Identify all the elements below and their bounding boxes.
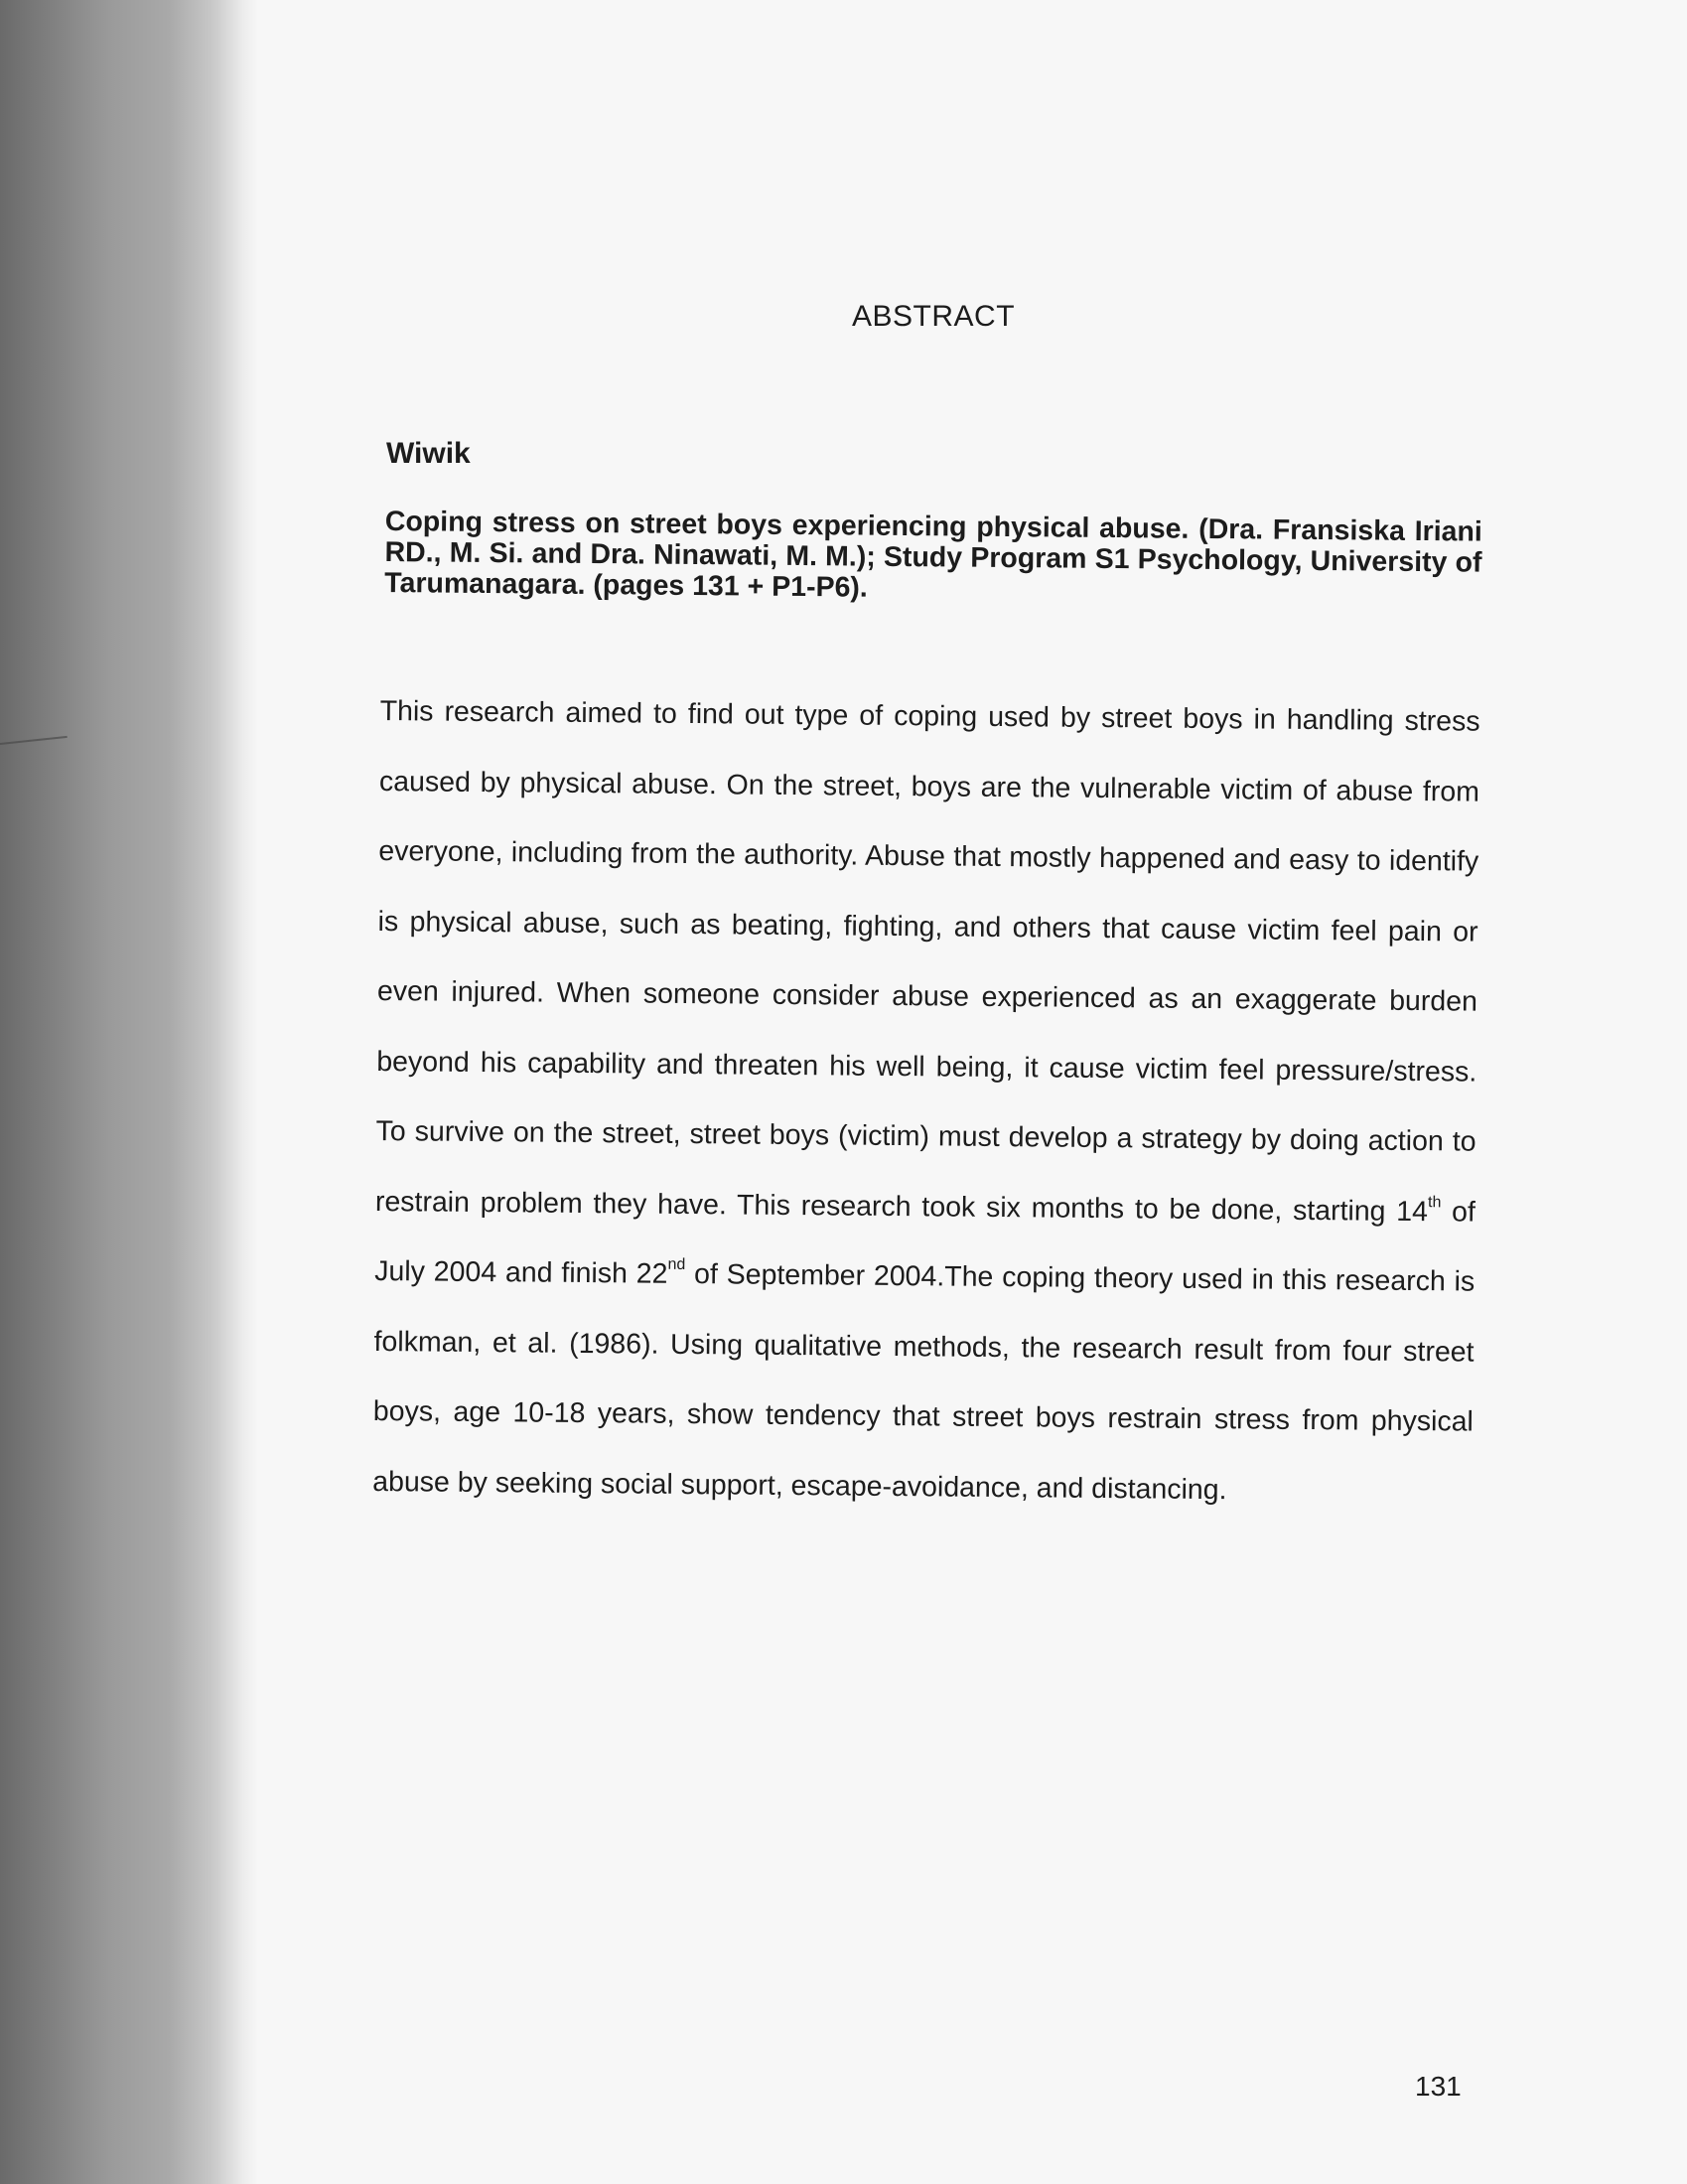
ordinal-suffix-th: th bbox=[1427, 1193, 1442, 1211]
page-number: 131 bbox=[1415, 2071, 1462, 2102]
author-name: Wiwik bbox=[386, 437, 471, 470]
abstract-text-part-1: This research aimed to find out type of coping used by street boys in handling stress caused by physical abuse. On the street, boys are the vulnerable victim of abuse from everyone, including from the authority. Abuse that mostly happened and easy to identify is physical abuse, such as beating, fighting, and others that cause victim feel pain or even injured. When someone consider abuse experienced as an exaggerate burden beyond his capability and threaten his well being, it cause victim feel pressure/stress. To survive on the street, street boys (victim) must develop a strategy by doing action to restrain problem they have. This research took six months to be done, starting 14 bbox=[374, 694, 1480, 1228]
citation-block: Coping stress on street boys experiencing physical abuse. (Dra. Fransiska Iriani RD., M. Si. and Dra. Ninawati, M. M.); Study Program S1 Psychology, University of Tarumanagara. (pages 131 + P1-P6). bbox=[384, 506, 1482, 604]
abstract-text-part-2: of July 2004 and finish 22 bbox=[374, 1195, 1476, 1290]
abstract-text-part-3: of September 2004.The coping theory used in this research is folkman, et al. (1986). Using qualitative methods, the research result from four street boys, age 10-18 years, show tendency that street boys restrain stress from physical abuse by seeking social support, escape-avoidance, and distancing. bbox=[372, 1257, 1476, 1506]
page-title: ABSTRACT bbox=[852, 300, 1016, 333]
ordinal-suffix-nd: nd bbox=[667, 1255, 686, 1273]
abstract-body bbox=[372, 676, 1480, 1528]
